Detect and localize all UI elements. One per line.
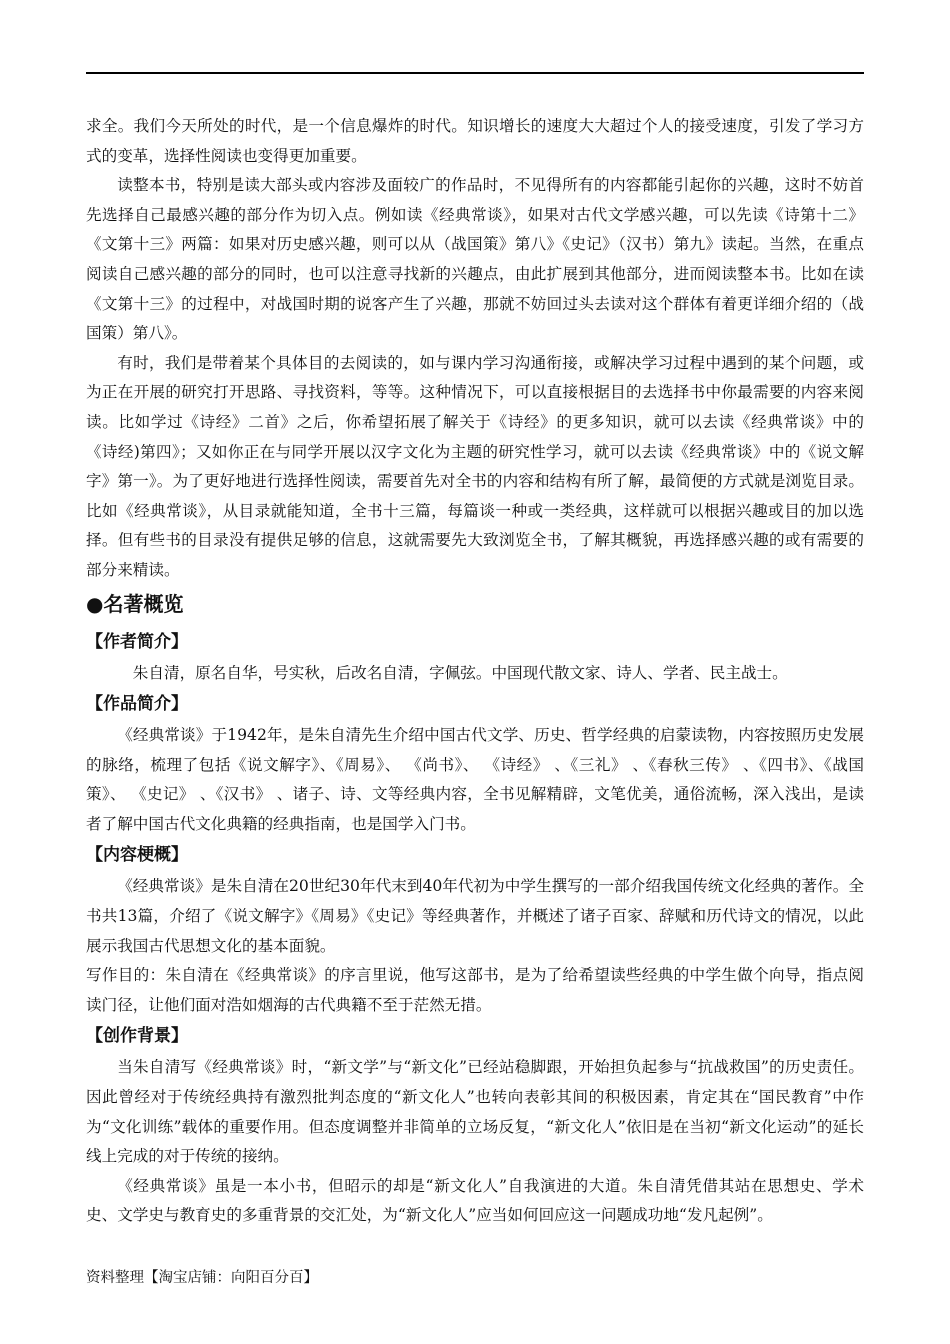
author-text: 朱自清，原名自华，号实秋，后改名自清，字佩弦。中国现代散文家、诗人、学者、民主战士。 [132,663,788,682]
writing-purpose: 写作目的：朱自清在《经典常谈》的序言里说，他写这部书，是为了给希望读些经典的中学生做个向导，指点阅读门径，让他们面对浩如烟海的古代典籍不至于茫然无措。 [86,966,864,1014]
section-title: ●名著概览 [86,591,184,616]
footer-note: 资料整理【淘宝店铺：向阳百分百】 [86,1270,318,1286]
author-heading: 【作者简介】 [86,631,188,652]
background-paragraph-2: 《经典常谈》虽是一本小书，但昭示的却是“新文化人”自我演进的大道。朱自清凭借其站在思想史、学术史、文学史与教育史的多重背景的交汇处，为“新文化人”应当如何回应这一问题成功地“发凡起例”。 [86,1176,864,1225]
background-paragraph-1: 当朱自清写《经典常谈》时，“新文学”与“新文化”已经站稳脚跟，开始担负起参与“抗战救国”的历史责任。因此曾经对于传统经典持有激烈批判态度的“新文化人”也转向表彰其间的积极因素，肯定其在“国民教育”中作为“文化训练”载体的重要作用。但态度调整并非简单的立场反复，“新文化人”依旧是在当初“新文化运动”的延长线上完成的对于传统的接纳。 [86,1058,864,1166]
intro-paragraph-3: 有时，我们是带着某个具体目的去阅读的，如与课内学习沟通衔接，或解决学习过程中遇到的某个问题，或为正在开展的研究打开思路、寻找资料，等等。这种情况下，可以直接根据目的去选择书中你最需要的内容来阅读。比如学过《诗经》二首》之后，你希望拓展了解关于《诗经》的更多知识，就可以去读《经典常谈》中的《诗经)第四》；又如你正在与同学开展以汉字文化为主题的研究性学习，就可以去读《经典常谈》中的《说文解字》第一》。为了更好地进行选择性阅读，需要首先对全书的内容和结构有所了解，最简便的方式就是浏览目录。比如《经典常谈》，从目录就能知道，全书十三篇，每篇谈一种或一类经典，这样就可以根据兴趣或目的加以选择。但有些书的目录没有提供足够的信息，这就需要先大致浏览全书，了解其概貌，再选择感兴趣的或有需要的部分来精读。 [86,353,864,579]
document-body [86,112,864,1231]
intro-paragraph-2: 读整本书，特别是读大部头或内容涉及面较广的作品时，不见得所有的内容都能引起你的兴趣，这时不妨首先选择自己最感兴趣的部分作为切入点。例如读《经典常谈》，如果对古代文学感兴趣，可以先读《诗第十二》《文第十三》两篇：如果对历史感兴趣，则可以从（战国策》第八》《史记》（汉书）第九》读起。当然，在重点阅读自己感兴趣的部分的同时，也可以注意寻找新的兴趣点，由此扩展到其他部分，进而阅读整本书。比如在读《文第十三》的过程中，对战国时期的说客产生了兴趣，那就不妨回过头去读对这个群体有着更详细介绍的（战国策）第八》。 [86,176,864,343]
summary-heading: 【内容梗概】 [86,845,188,866]
work-heading: 【作品简介】 [86,694,188,715]
work-text: 《经典常谈》于1942年，是朱自清先生介绍中国古代文学、历史、哲学经典的启蒙读物，内容按照历史发展的脉络，梳理了包括《说文解字》、《周易》、 《尚书》、 《诗经》 、《三礼》 、《春秋三传》 、《四书》、《战国策》、 《史记》 、《汉书》 、诸子、诗、文等经典内容，全书见解精辟，文笔优美，通俗流畅，深入浅出，是读者了解中国古代文化典籍的经典指南，也是国学入门书。 [86,726,864,833]
intro-paragraph-1: 求全。我们今天所处的时代，是一个信息爆炸的时代。知识增长的速度大大超过个人的接受速度，引发了学习方式的变革，选择性阅读也变得更加重要。 [86,117,864,165]
header-rule [86,72,864,74]
summary-text: 《经典常谈》是朱自清在20世纪30年代末到40年代初为中学生撰写的一部介绍我国传统文化经典的著作。全书共13篇，介绍了《说文解字》《周易》《史记》等经典著作，并概述了诸子百家、辞赋和历代诗文的情况，以此展示我国古代思想文化的基本面貌。 [86,877,864,955]
background-heading: 【创作背景】 [86,1026,188,1047]
